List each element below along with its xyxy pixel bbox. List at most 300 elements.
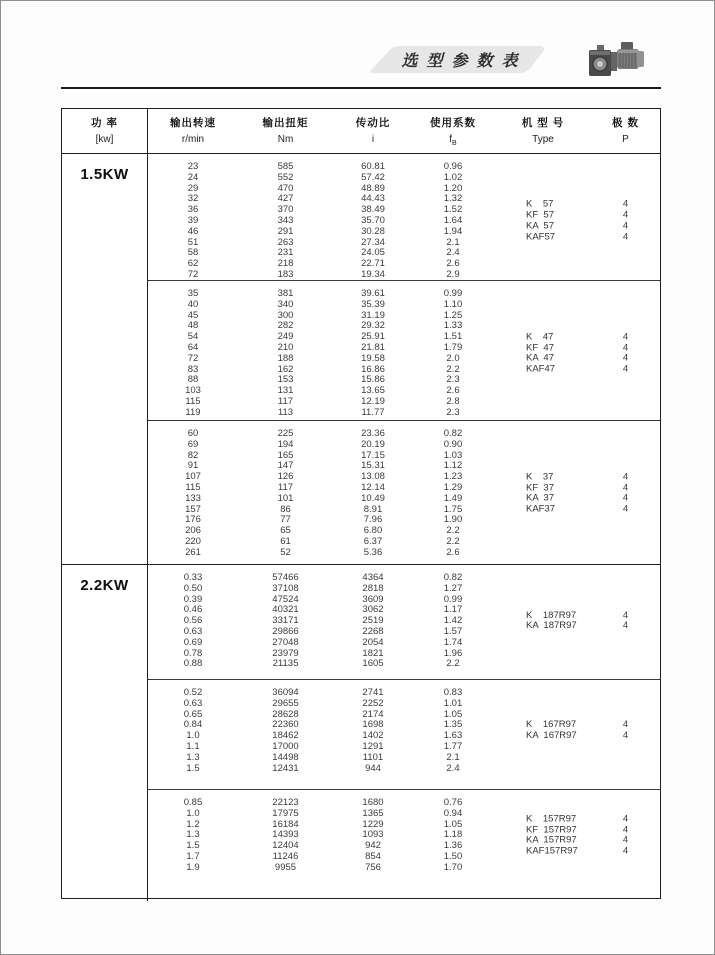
speed-value: 0.52 [183, 687, 203, 698]
speed-value: 72 [187, 352, 199, 364]
fb-value: 2.2 [446, 363, 460, 375]
ratio-value: 2252 [362, 697, 384, 709]
ratio-block [148, 679, 660, 789]
ratio-value: 2519 [362, 615, 384, 627]
speed-column [148, 154, 238, 280]
torque-column [238, 154, 333, 280]
type-name: KAF37 [526, 503, 556, 515]
speed-value: 157 [185, 503, 201, 515]
header-ratio-unit: i [371, 134, 375, 145]
ratio-value: 944 [365, 762, 381, 774]
fb-value: 1.96 [443, 647, 463, 659]
header-power-unit: [kw] [95, 134, 114, 145]
speed-value: 62 [187, 258, 199, 270]
torque-value: 282 [277, 320, 294, 332]
speed-value: 24 [187, 171, 199, 183]
ratio-column [333, 421, 413, 564]
ratio-value: 24.05 [361, 247, 385, 259]
torque-value: 231 [277, 247, 294, 259]
header-torque-unit: Nm [277, 134, 294, 145]
ratio-value: 35.39 [361, 298, 385, 310]
speed-value: 88 [187, 374, 199, 386]
ratio-value: 13.08 [361, 471, 385, 483]
header-type-label: 机 型 号 [521, 117, 565, 129]
fb-column [413, 281, 493, 420]
torque-value: 381 [277, 288, 294, 299]
fb-value: 1.01 [443, 697, 463, 709]
type-name: K 47 [526, 331, 554, 343]
header-divider [61, 87, 661, 89]
ratio-value: 4364 [362, 572, 384, 583]
header-output-speed [148, 109, 238, 153]
speed-value: 60 [187, 428, 199, 439]
ratio-value: 38.49 [361, 204, 385, 216]
fb-value: 2.4 [446, 762, 460, 774]
torque-value: 131 [277, 385, 294, 397]
ratio-value: 29.32 [361, 320, 385, 332]
ratio-value: 2818 [362, 582, 384, 594]
torque-value: 552 [277, 171, 294, 183]
ratio-value: 1229 [362, 818, 384, 830]
header-ratio-label: 传动比 [355, 117, 391, 129]
ratio-value: 1365 [362, 807, 384, 819]
speed-value: 32 [187, 193, 199, 205]
power-section [62, 564, 660, 901]
speed-column [148, 565, 238, 679]
torque-value: 370 [277, 204, 294, 216]
fb-value: 1.63 [443, 730, 463, 742]
pole-value: 4 [622, 471, 629, 483]
pole-column [593, 200, 658, 243]
ratio-value: 3609 [362, 593, 384, 605]
speed-value: 35 [187, 288, 199, 299]
speed-value: 1.3 [186, 751, 200, 763]
power-cell [62, 154, 148, 564]
speed-value: 29 [187, 182, 199, 194]
speed-value: 1.5 [186, 762, 200, 774]
pole-column [593, 472, 658, 515]
pole-value: 4 [622, 609, 629, 621]
type-name: KF 47 [526, 342, 554, 353]
pole-value: 4 [622, 834, 629, 846]
pole-column [593, 332, 658, 375]
torque-value: 291 [277, 225, 294, 237]
torque-value: 263 [277, 236, 294, 248]
power-label: 2.2KW [80, 577, 129, 594]
ratio-value: 35.70 [361, 214, 385, 226]
torque-value: 210 [277, 341, 294, 353]
ratio-value: 1402 [362, 730, 384, 742]
speed-value: 69 [187, 438, 199, 450]
ratio-value: 25.91 [361, 331, 385, 343]
fb-value: 2.1 [446, 751, 460, 763]
speed-value: 0.84 [183, 719, 203, 731]
speed-value: 133 [185, 492, 201, 504]
page-title: 选型参数表 [401, 52, 527, 70]
table-body [62, 154, 660, 901]
ratio-value: 57.42 [361, 171, 385, 183]
pole-value: 4 [622, 730, 629, 742]
speed-value: 1.5 [186, 840, 200, 852]
type-name: KA 57 [526, 220, 554, 232]
fb-value: 1.02 [443, 171, 463, 183]
pole-value: 4 [622, 492, 629, 504]
speed-value: 0.56 [183, 615, 203, 627]
speed-value: 103 [185, 385, 201, 397]
speed-value: 0.33 [183, 572, 203, 583]
header-speed-unit: r/min [181, 134, 205, 145]
torque-value: 57466 [272, 572, 299, 583]
torque-value: 14393 [272, 829, 299, 841]
torque-value: 27048 [272, 636, 299, 648]
selection-parameter-table [61, 108, 661, 899]
ratio-value: 10.49 [361, 492, 385, 504]
ratio-value: 7.96 [363, 514, 383, 526]
type-name: K 157R97 [526, 813, 577, 825]
pole-column [593, 814, 658, 857]
fb-value: 1.05 [443, 818, 463, 830]
torque-value: 23979 [272, 647, 299, 659]
header-pole-unit: P [622, 134, 629, 145]
fb-value: 1.70 [443, 861, 463, 873]
ratio-value: 11.77 [361, 406, 385, 418]
torque-value: 162 [277, 363, 294, 375]
ratio-block [148, 280, 660, 420]
speed-value: 0.50 [183, 582, 203, 594]
ratio-value: 12.19 [361, 395, 385, 407]
torque-value: 188 [277, 352, 294, 364]
ratio-value: 2268 [362, 625, 384, 637]
header-model-type [493, 109, 593, 153]
speed-value: 115 [185, 481, 201, 493]
type-name: K 167R97 [526, 719, 577, 731]
speed-value: 0.65 [183, 708, 203, 720]
fb-value: 1.75 [443, 503, 463, 515]
fb-value: 1.18 [443, 829, 463, 841]
header-pole-number [593, 109, 658, 153]
torque-value: 194 [277, 438, 294, 450]
fb-value: 1.52 [443, 204, 463, 216]
ratio-column [333, 565, 413, 679]
header-output-torque [238, 109, 333, 153]
fb-value: 1.33 [443, 320, 463, 332]
speed-value: 54 [187, 331, 199, 343]
fb-value: 2.3 [446, 406, 460, 418]
fb-value: 1.74 [443, 636, 463, 648]
speed-value: 36 [187, 204, 199, 216]
fb-value: 2.4 [446, 247, 460, 259]
speed-column [148, 281, 238, 420]
torque-value: 300 [277, 309, 294, 321]
torque-value: 22360 [272, 719, 299, 731]
torque-value: 153 [277, 374, 294, 386]
torque-value: 18462 [272, 730, 299, 742]
header-speed-label: 输出转速 [170, 117, 216, 129]
fb-value: 1.27 [443, 582, 463, 594]
ratio-value: 1093 [362, 829, 384, 841]
speed-value: 58 [187, 247, 199, 259]
ratio-value: 17.15 [361, 449, 385, 461]
fb-value: 1.32 [443, 193, 463, 205]
torque-value: 16184 [272, 818, 299, 830]
fb-value: 2.1 [446, 236, 460, 248]
torque-value: 117 [277, 481, 294, 493]
fb-value: 2.8 [446, 395, 460, 407]
fb-value: 2.6 [446, 385, 460, 397]
pole-value: 4 [622, 231, 629, 243]
torque-value: 165 [277, 449, 294, 461]
torque-value: 28628 [272, 708, 299, 720]
fb-value: 2.2 [446, 658, 460, 670]
speed-value: 0.88 [183, 658, 203, 670]
fb-value: 1.36 [443, 840, 463, 852]
pole-value: 4 [622, 363, 629, 375]
speed-value: 0.63 [183, 697, 203, 709]
torque-value: 65 [280, 525, 291, 537]
torque-value: 36094 [272, 687, 299, 698]
fb-value: 2.2 [446, 525, 460, 537]
torque-value: 33171 [272, 615, 299, 627]
torque-value: 183 [277, 268, 294, 280]
type-column [493, 814, 593, 857]
fb-value: 0.83 [443, 687, 463, 698]
ratio-value: 1680 [362, 797, 384, 808]
gearmotor-icon [585, 36, 649, 84]
ratio-value: 44.43 [361, 193, 385, 205]
torque-value: 113 [277, 406, 294, 418]
type-name: K 187R97 [526, 609, 577, 621]
torque-value: 29655 [272, 697, 299, 709]
fb-value: 1.49 [443, 492, 463, 504]
torque-value: 17975 [272, 807, 299, 819]
fb-value: 1.50 [443, 850, 463, 862]
torque-value: 9955 [274, 861, 297, 873]
pole-value: 4 [622, 342, 629, 353]
type-column [493, 200, 593, 243]
torque-value: 14498 [272, 751, 299, 763]
ratio-value: 854 [365, 850, 381, 862]
fb-value: 0.94 [443, 807, 463, 819]
type-name: KAF157R97 [526, 845, 578, 857]
speed-column [148, 680, 238, 789]
type-name: KA 157R97 [526, 834, 577, 846]
speed-column [148, 421, 238, 564]
header-fb-unit: $f_B$ [449, 134, 457, 147]
speed-value: 1.0 [186, 807, 200, 819]
fb-value: 1.17 [443, 604, 463, 616]
fb-value: 1.29 [443, 481, 463, 493]
fb-value: 2.3 [446, 374, 460, 386]
ratio-value: 5.36 [363, 546, 383, 558]
ratio-value: 1698 [362, 719, 384, 731]
fb-column [413, 790, 493, 901]
ratio-value: 3062 [362, 604, 384, 616]
ratio-column [333, 281, 413, 420]
header-power-label: 功 率 [91, 117, 118, 129]
speed-value: 0.85 [183, 797, 203, 808]
speed-value: 64 [187, 341, 199, 353]
type-name: KA 37 [526, 492, 554, 504]
torque-column [238, 281, 333, 420]
fb-value: 1.20 [443, 182, 463, 194]
ratio-value: 22.71 [361, 258, 385, 270]
header-ratio [333, 109, 413, 153]
pole-value: 4 [622, 824, 629, 835]
ratio-column [333, 790, 413, 901]
speed-value: 91 [187, 460, 199, 472]
table-header-row [62, 109, 660, 154]
fb-column [413, 154, 493, 280]
fb-value: 2.2 [446, 535, 460, 547]
torque-value: 147 [277, 460, 294, 472]
speed-value: 119 [185, 406, 201, 418]
ratio-block [148, 420, 660, 564]
power-section [62, 154, 660, 564]
torque-value: 427 [277, 193, 294, 205]
ratio-block [148, 154, 660, 280]
type-column [493, 720, 593, 742]
ratio-value: 1605 [362, 658, 384, 670]
type-name: KAF57 [526, 231, 556, 243]
ratio-value: 16.86 [361, 363, 385, 375]
fb-value: 1.42 [443, 615, 463, 627]
ratio-value: 1291 [362, 740, 384, 752]
speed-value: 72 [187, 268, 199, 280]
ratio-value: 13.65 [361, 385, 385, 397]
type-name: KAF47 [526, 363, 556, 375]
ratio-value: 756 [365, 861, 381, 873]
speed-value: 48 [187, 320, 199, 332]
header-service-factor [413, 109, 493, 153]
speed-value: 176 [185, 514, 201, 526]
fb-column [413, 680, 493, 789]
torque-value: 77 [280, 514, 291, 526]
speed-value: 115 [185, 395, 201, 407]
ratio-value: 20.19 [361, 438, 385, 450]
pole-value: 4 [622, 209, 629, 221]
ratio-value: 60.81 [361, 161, 385, 172]
header-pole-label: 极 数 [612, 117, 639, 129]
ratio-value: 39.61 [361, 288, 385, 299]
fb-value: 1.12 [443, 460, 463, 472]
speed-value: 1.2 [186, 818, 200, 830]
fb-value: 0.82 [443, 572, 463, 583]
torque-value: 47524 [272, 593, 299, 605]
ratio-value: 19.34 [361, 268, 385, 280]
speed-value: 82 [187, 449, 199, 461]
torque-value: 101 [277, 492, 294, 504]
torque-value: 340 [277, 298, 294, 310]
fb-value: 2.6 [446, 546, 460, 558]
torque-value: 585 [277, 161, 294, 172]
pole-column [593, 720, 658, 742]
torque-value: 117 [277, 395, 294, 407]
speed-value: 0.46 [183, 604, 203, 616]
fb-value: 1.51 [443, 331, 463, 343]
ratio-value: 12.14 [361, 481, 385, 493]
speed-value: 39 [187, 214, 199, 226]
ratio-value: 48.89 [361, 182, 385, 194]
header-fb-label: 使用系数 [430, 117, 476, 129]
pole-value: 4 [622, 845, 629, 857]
fb-value: 0.76 [443, 797, 463, 808]
fb-value: 0.99 [443, 288, 463, 299]
ratio-value: 27.34 [361, 236, 385, 248]
speed-value: 40 [187, 298, 199, 310]
torque-value: 126 [277, 471, 294, 483]
type-name: K 57 [526, 198, 554, 210]
fb-value: 1.35 [443, 719, 463, 731]
type-name: KA 47 [526, 352, 554, 364]
pole-value: 4 [622, 220, 629, 232]
ratio-value: 19.58 [361, 352, 385, 364]
pole-value: 4 [622, 198, 629, 210]
speed-value: 1.3 [186, 829, 200, 841]
blocks-wrap [148, 565, 660, 901]
torque-value: 343 [277, 214, 294, 226]
speed-value: 107 [185, 471, 201, 483]
speed-value: 1.1 [186, 740, 200, 752]
speed-value: 261 [185, 546, 201, 558]
type-name: KA 187R97 [526, 620, 577, 632]
torque-column [238, 565, 333, 679]
type-column [493, 611, 593, 633]
header-power [62, 109, 148, 153]
fb-value: 1.05 [443, 708, 463, 720]
speed-column [148, 790, 238, 901]
header-torque-label: 输出扭矩 [262, 117, 309, 129]
torque-value: 37108 [272, 582, 299, 594]
ratio-value: 2174 [362, 708, 384, 720]
speed-value: 0.78 [183, 647, 203, 659]
torque-value: 225 [277, 428, 294, 439]
ratio-value: 23.36 [361, 428, 385, 439]
blocks-wrap [148, 154, 660, 564]
fb-column [413, 565, 493, 679]
torque-column [238, 790, 333, 901]
ratio-value: 1101 [362, 751, 384, 763]
fb-value: 1.03 [443, 449, 463, 461]
torque-value: 470 [277, 182, 294, 194]
power-label: 1.5KW [80, 166, 129, 183]
torque-value: 52 [280, 546, 291, 558]
speed-value: 0.63 [183, 625, 203, 637]
ratio-value: 8.91 [363, 503, 383, 515]
speed-value: 83 [187, 363, 199, 375]
torque-value: 21135 [272, 658, 299, 670]
pole-value: 4 [622, 352, 629, 364]
fb-value: 2.0 [446, 352, 460, 364]
header-type-unit: Type [532, 134, 554, 145]
ratio-value: 6.80 [363, 525, 383, 537]
ratio-value: 21.81 [361, 341, 385, 353]
torque-value: 249 [277, 331, 294, 343]
fb-value: 1.10 [443, 298, 463, 310]
fb-value: 1.79 [443, 341, 463, 353]
type-name: K 37 [526, 471, 554, 483]
speed-value: 1.0 [186, 730, 200, 742]
fb-value: 0.82 [443, 428, 463, 439]
ratio-value: 6.37 [363, 535, 383, 547]
torque-value: 12431 [272, 762, 299, 774]
fb-value: 0.96 [443, 161, 463, 172]
torque-value: 86 [280, 503, 291, 515]
pole-value: 4 [622, 813, 629, 825]
ratio-value: 2741 [362, 687, 384, 698]
speed-value: 46 [187, 225, 199, 237]
fb-value: 1.64 [443, 214, 463, 226]
pole-value: 4 [622, 503, 629, 515]
